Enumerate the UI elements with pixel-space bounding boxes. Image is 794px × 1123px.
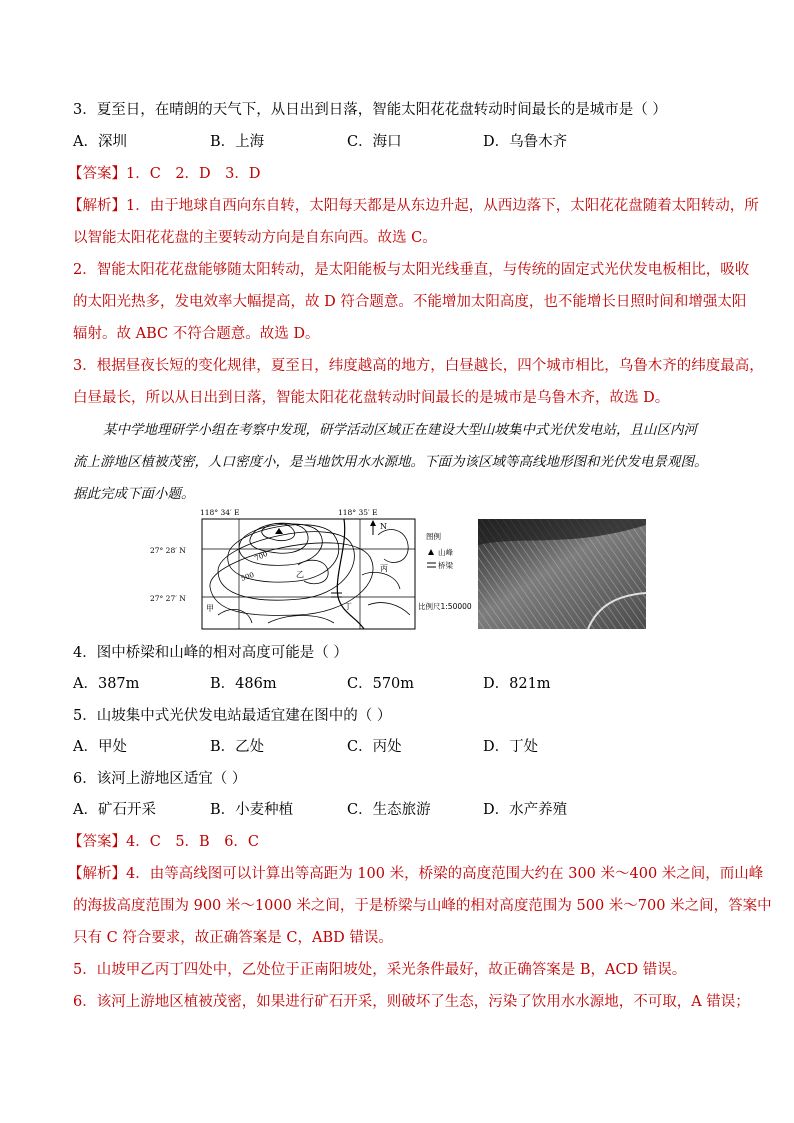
analysis-line: 的海拔高度范围为 900 米～1000 米之间，于是桥梁与山峰的相对高度范围为 500 米～700 米之间，答案中 <box>73 898 772 914</box>
place-yi: 乙 <box>296 570 304 579</box>
figure-contour-map-and-photo <box>148 505 648 633</box>
analysis-line: 5．山坡甲乙丙丁四处中，乙处位于正南阳坡处，采光条件最好，故正确答案是 B，ACD 错误。 <box>73 962 687 978</box>
analysis-line: 白昼最长，所以从日出到日落，智能太阳花花盘转动时间最长的是城市是乌鲁木齐，故选 D。 <box>73 390 670 406</box>
analysis-line: 的太阳光热多，发电效率大幅提高，故 D 符合题意。不能增加太阳高度，也不能增长日照时间和增强太阳 <box>73 294 747 310</box>
analysis-line: 6．该河上游地区植被茂密，如果进行矿石开采，则破坏了生态，污染了饮用水水源地，不可取，A 错误； <box>73 994 750 1010</box>
answer-line-2 <box>68 832 259 852</box>
q5-option-c: C．丙处 <box>347 739 402 755</box>
longitude-left-label: 118° 34′ E <box>200 508 240 517</box>
north-label: N <box>380 522 387 531</box>
q6-option-d: D．水产养殖 <box>483 802 568 818</box>
answer-tag: 【答案】 <box>68 834 126 850</box>
q3-stem: 3．夏至日，在晴朗的天气下，从日出到日落，智能太阳花花盘转动时间最长的是城市是（ ） <box>73 102 667 118</box>
answer-line-1 <box>68 164 261 184</box>
analysis-line: 只有 C 符合要求，故正确答案是 C，ABD 错误。 <box>73 930 393 946</box>
answer-text: 4．C 5．B 6．C <box>126 834 260 850</box>
q3-options <box>73 132 723 152</box>
passage-line: 某中学地理研学小组在考察中发现，研学活动区域正在建设大型山坡集中式光伏发电站，且山区内河 <box>103 422 697 438</box>
legend-bridge-label: 桥梁 <box>438 561 453 570</box>
q5-option-d: D．丁处 <box>483 739 539 755</box>
q6-option-a: A．矿石开采 <box>73 802 156 818</box>
q4-option-c: C．570m <box>347 676 415 692</box>
analysis-line <box>68 864 763 884</box>
q5-stem: 5．山坡集中式光伏发电站最适宜建在图中的（ ） <box>73 708 392 724</box>
analysis-text: 4．由等高线图可以计算出等高距为 100 米，桥梁的高度范围大约在 300 米～400 米之间，而山峰 <box>126 866 764 882</box>
analysis-tag: 【解析】 <box>68 198 126 214</box>
analysis-line: 以智能太阳花花盘的主要转动方向是自东向西。故选 C。 <box>73 230 437 246</box>
map-legend <box>418 531 472 611</box>
q6-options <box>73 800 723 820</box>
legend-peak-label: 山峰 <box>438 548 453 557</box>
q3-option-b: B．上海 <box>210 134 265 150</box>
q5-option-b: B．乙处 <box>210 739 265 755</box>
analysis-tag: 【解析】 <box>68 866 126 882</box>
passage-line: 流上游地区植被茂密，人口密度小，是当地饮用水水源地。下面为该区域等高线地形图和光伏发电景观图。 <box>73 454 708 470</box>
analysis-line: 2．智能太阳花花盘能够随太阳转动，是太阳能板与太阳光线垂直，与传统的固定式光伏发电板相比，吸收 <box>73 262 750 278</box>
q6-option-c: C．生态旅游 <box>347 802 431 818</box>
legend-bridge-icon <box>427 563 436 567</box>
analysis-text: 1．由于地球自西向东自转，太阳每天都是从东边升起，从西边落下，太阳花花盘随着太阳转动，所 <box>126 198 759 214</box>
place-bing: 丙 <box>380 564 388 573</box>
map-frame <box>202 519 415 629</box>
analysis-line <box>68 196 759 216</box>
q4-option-d: D．821m <box>483 676 551 692</box>
passage-line: 据此完成下面小题。 <box>73 486 195 502</box>
place-ding: 丁 <box>344 602 352 611</box>
contour-label-500: 500 <box>239 570 256 583</box>
latitude-bottom-label: 27° 27′ N <box>150 594 186 603</box>
q3-option-d: D．乌鲁木齐 <box>483 134 568 150</box>
q4-options <box>73 674 723 694</box>
q3-option-c: C．海口 <box>347 134 402 150</box>
photovoltaic-photo <box>478 519 646 629</box>
longitude-right-label: 118° 35′ E <box>338 508 378 517</box>
q6-stem: 6．该河上游地区适宜（ ） <box>73 771 247 787</box>
answer-text: 1．C 2．D 3．D <box>126 166 261 182</box>
scale-label: 比例尺1:50000 <box>418 602 472 611</box>
q4-stem: 4．图中桥梁和山峰的相对高度可能是（ ） <box>73 645 348 661</box>
q5-options <box>73 737 723 757</box>
q3-option-a: A．深圳 <box>73 134 127 150</box>
analysis-line: 辐射。故 ABC 不符合题意。故选 D。 <box>73 326 320 342</box>
legend-peak-icon <box>428 549 434 555</box>
latitude-top-label: 27° 28′ N <box>150 546 186 555</box>
analysis-line: 3．根据昼夜长短的变化规律，夏至日，纬度越高的地方，白昼越长，四个城市相比，乌鲁木齐的纬度最高， <box>73 358 764 374</box>
answer-tag: 【答案】 <box>68 166 126 182</box>
contour-label-700: 700 <box>253 549 269 563</box>
place-jia: 甲 <box>206 604 214 613</box>
q5-option-a: A．甲处 <box>73 739 127 755</box>
q4-option-a: A．387m <box>73 676 140 692</box>
q6-option-b: B．小麦种植 <box>210 802 294 818</box>
q4-option-b: B．486m <box>210 676 277 692</box>
legend-title: 图例 <box>426 532 441 541</box>
